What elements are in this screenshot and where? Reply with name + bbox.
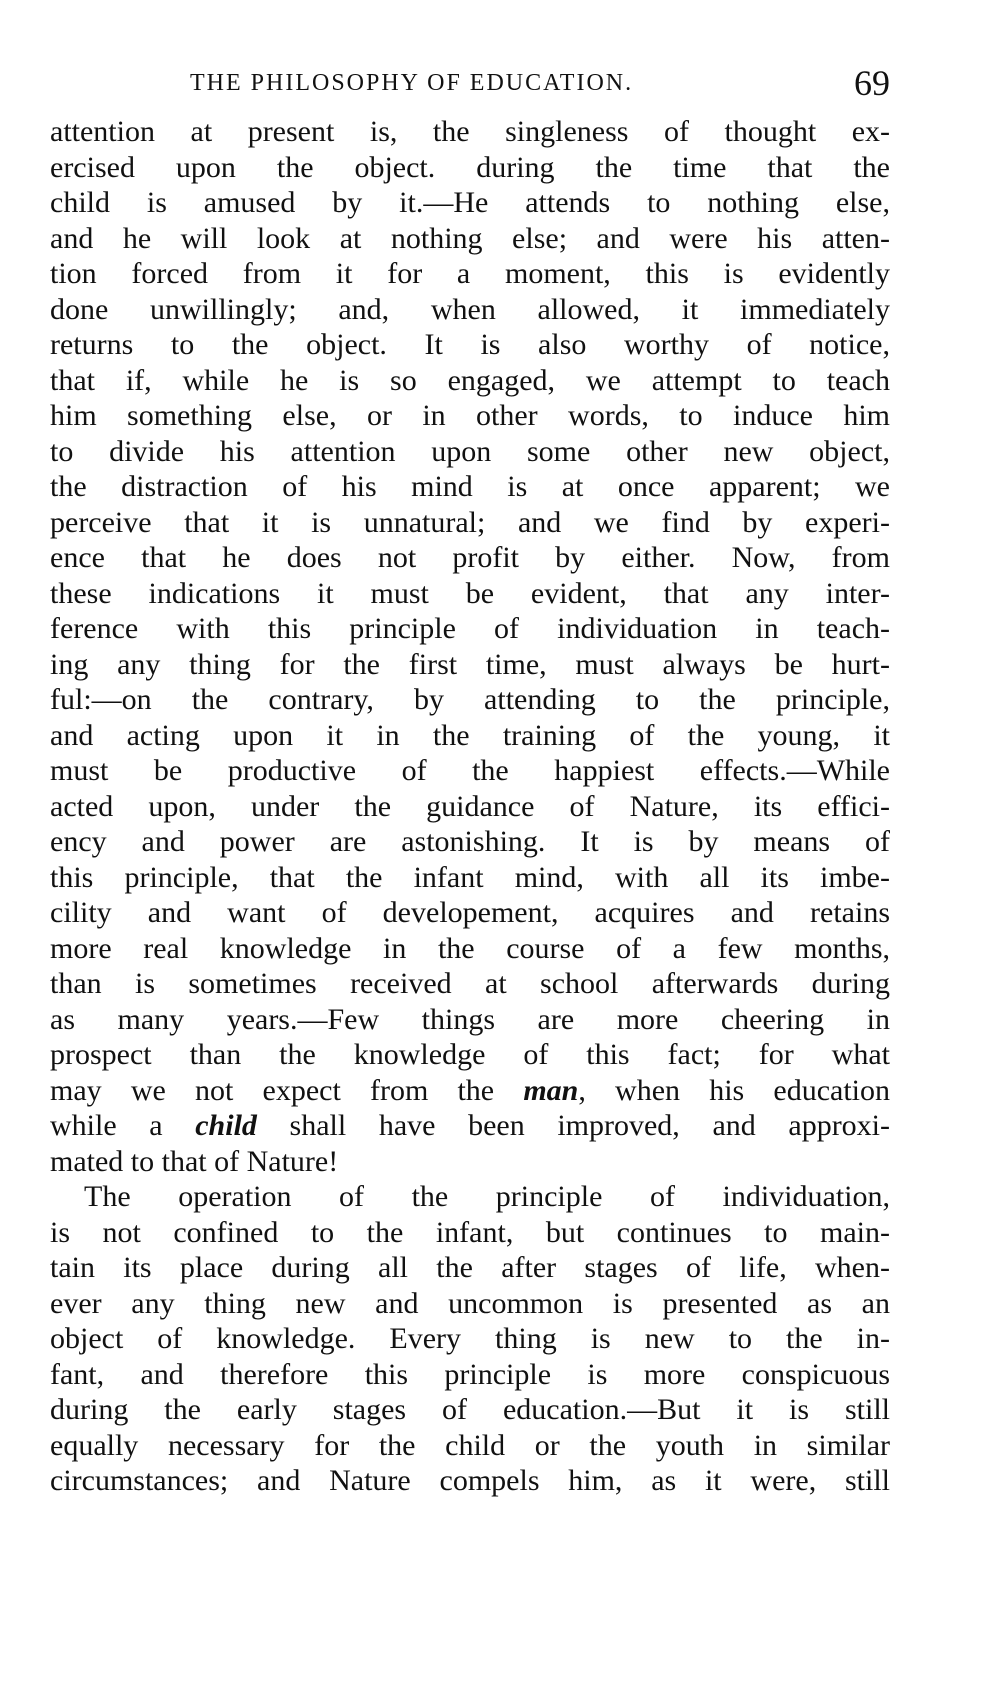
paragraph-2 bbox=[50, 1179, 890, 1499]
text-segment: while a bbox=[50, 1109, 196, 1142]
text-line: prospect than the knowledge of this fact; for what bbox=[50, 1038, 890, 1071]
text-line: ever any thing new and uncommon is presented as an bbox=[50, 1286, 890, 1320]
body-text bbox=[50, 114, 890, 1499]
text-line: and acting upon it in the training of the young, it bbox=[50, 718, 890, 752]
italic-word: man bbox=[523, 1073, 579, 1107]
text-segment: , when his education bbox=[578, 1073, 890, 1107]
running-title: THE PHILOSOPHY OF EDUCATION. bbox=[190, 70, 634, 96]
text-segment: shall have been improved, and approxi- bbox=[256, 1109, 891, 1142]
text-line: ful:—on the contrary, by attending to the principle, bbox=[50, 683, 890, 716]
text-line: tain its place during all the after stages of life, when- bbox=[50, 1251, 890, 1284]
text-line: and he will look at nothing else; and were his atten- bbox=[50, 221, 890, 255]
text-line: ercised upon the object. during the time that the bbox=[50, 150, 890, 184]
text-line: fant, and therefore this principle is more conspicuous bbox=[50, 1357, 890, 1391]
text-line: perceive that it is unnatural; and we find by experi- bbox=[50, 505, 890, 539]
text-line: as many years.—Few things are more cheering in bbox=[50, 1002, 890, 1036]
text-line: that if, while he is so engaged, we attempt to teach bbox=[50, 363, 890, 397]
italic-word: child bbox=[195, 1109, 257, 1142]
text-line: ing any thing for the first time, must always be hurt- bbox=[50, 647, 890, 681]
text-line: him something else, or in other words, to induce him bbox=[50, 399, 890, 432]
text-line: circumstances; and Nature compels him, as it were, still bbox=[50, 1464, 890, 1497]
paragraph-1 bbox=[50, 114, 890, 1179]
text-segment: may we not expect from the bbox=[50, 1073, 524, 1107]
text-line: attention at present is, the singleness of thought ex- bbox=[50, 115, 890, 148]
text-line: than is sometimes received at school afterwards during bbox=[50, 967, 890, 1000]
text-line: during the early stages of education.—But it is still bbox=[50, 1393, 890, 1426]
text-line: child is amused by it.—He attends to nothing else, bbox=[50, 186, 890, 219]
text-line: returns to the object. It is also worthy of notice, bbox=[50, 328, 890, 361]
text-line: acted upon, under the guidance of Nature, its effici- bbox=[50, 789, 890, 823]
text-line: these indications it must be evident, that any inter- bbox=[50, 576, 890, 610]
text-line bbox=[50, 1073, 890, 1109]
text-line: ence that he does not profit by either. Now, from bbox=[50, 541, 890, 574]
text-line: tion forced from it for a moment, this is evidently bbox=[50, 257, 890, 290]
text-line: is not confined to the infant, but continues to main- bbox=[50, 1215, 890, 1249]
text-line: cility and want of developement, acquires and retains bbox=[50, 896, 890, 929]
text-line: more real knowledge in the course of a few months, bbox=[50, 931, 890, 965]
text-line: ency and power are astonishing. It is by means of bbox=[50, 825, 890, 858]
text-line: done unwillingly; and, when allowed, it immediately bbox=[50, 292, 890, 326]
text-line: object of knowledge. Every thing is new to the in- bbox=[50, 1322, 890, 1355]
running-head bbox=[50, 62, 890, 102]
text-line: to divide his attention upon some other new object, bbox=[50, 434, 890, 468]
text-line bbox=[50, 1108, 890, 1144]
text-line: this principle, that the infant mind, with all its imbe- bbox=[50, 860, 890, 894]
text-line: must be productive of the happiest effects.—While bbox=[50, 754, 890, 787]
page-number: 69 bbox=[854, 63, 890, 103]
text-line: equally necessary for the child or the youth in similar bbox=[50, 1428, 890, 1462]
text-line: mated to that of Nature! bbox=[50, 1144, 339, 1178]
text-line: ference with this principle of individuation in teach- bbox=[50, 612, 890, 645]
text-line: the distraction of his mind is at once apparent; we bbox=[50, 470, 890, 503]
text-line: The operation of the principle of individuation, bbox=[84, 1180, 890, 1213]
